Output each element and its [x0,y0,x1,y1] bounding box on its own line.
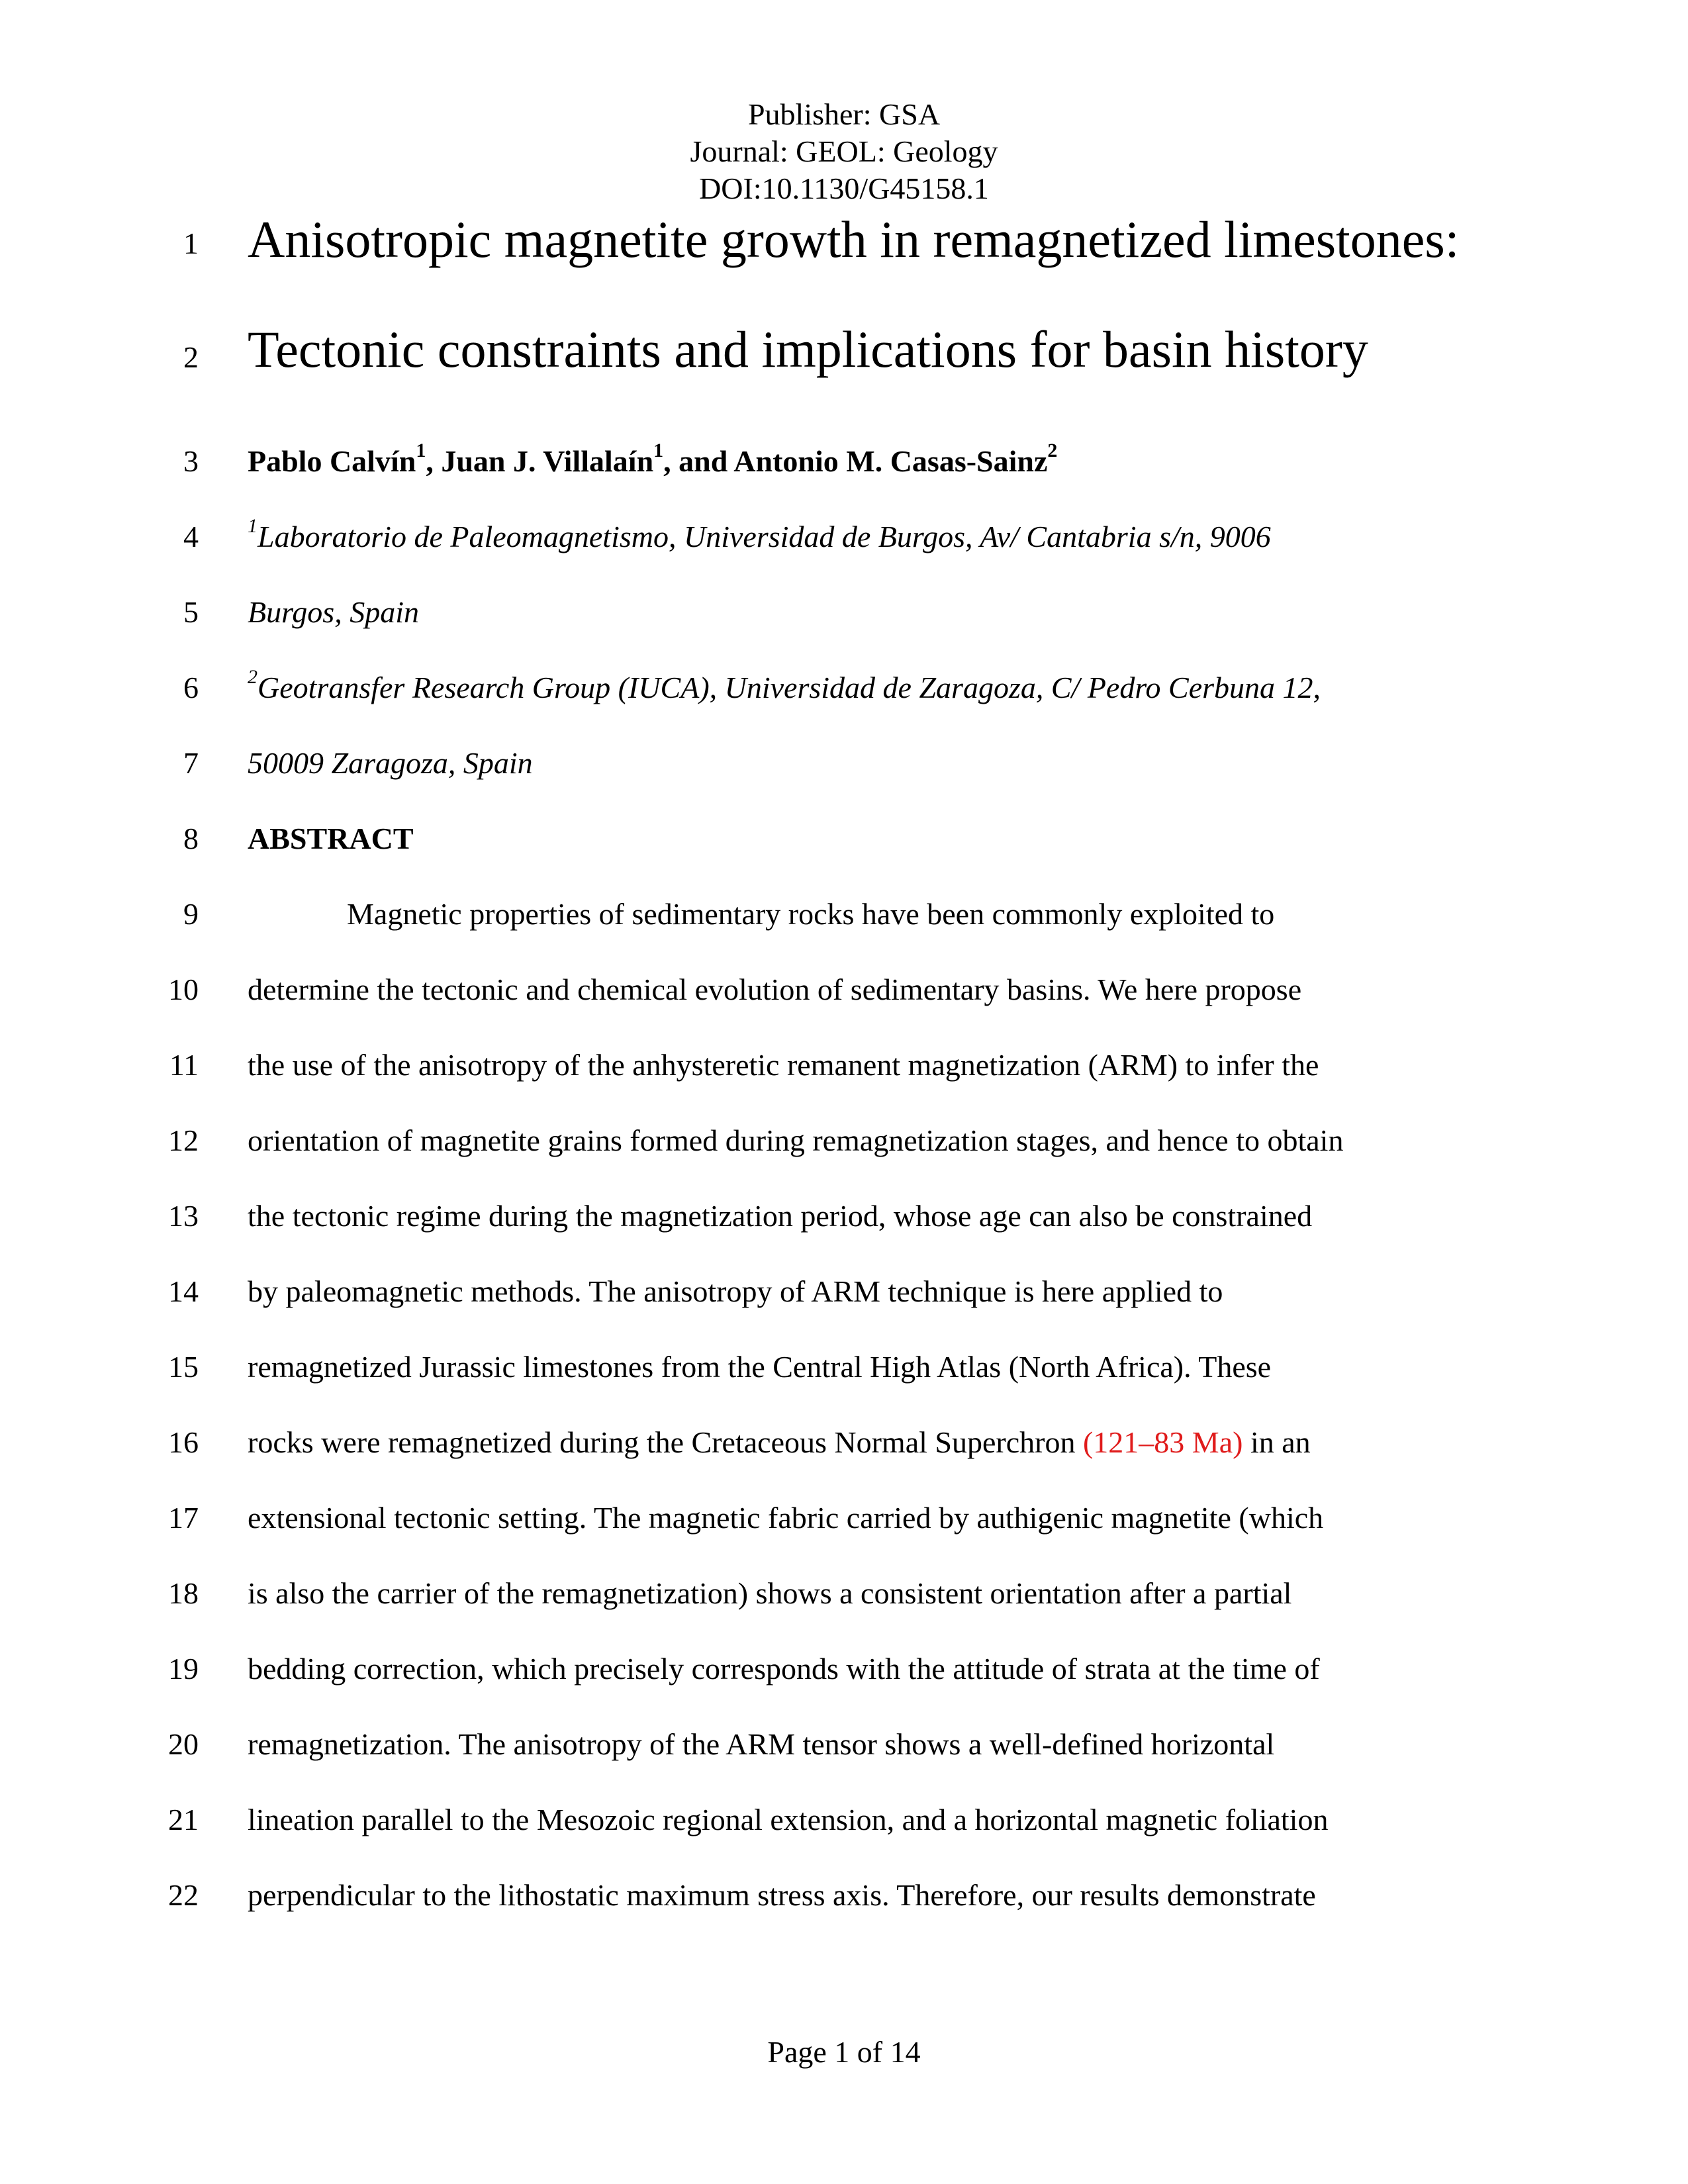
line-number: 7 [183,746,199,780]
running-header [0,96,1688,207]
line-number: 19 [168,1652,199,1685]
manuscript-line [0,435,1688,488]
publisher-line: Publisher: GSA [747,97,941,131]
abstract-text: remagnetized Jurassic limestones from the Central High Atlas (North Africa). These [248,1350,1272,1384]
line-number: 9 [183,897,199,931]
abstract-text: is also the carrier of the remagnetization) shows a consistent orientation after a partial [248,1576,1292,1610]
manuscript-line [0,812,1688,865]
line-number: 2 [183,340,199,374]
affiliation-text: 50009 Zaragoza, Spain [248,746,533,780]
manuscript-line [0,1567,1688,1620]
abstract-text [248,1416,1648,1469]
manuscript-line [0,510,1688,563]
line-number: 18 [168,1576,199,1610]
abstract-text: bedding correction, which precisely corresponds with the attitude of strata at the time of [248,1652,1320,1685]
manuscript-line [0,963,1688,1016]
line-number: 12 [168,1123,199,1157]
manuscript-line [0,1114,1688,1167]
manuscript-line [0,586,1688,639]
affiliation-2 [248,661,1648,714]
manuscript-line [0,1265,1688,1318]
affiliation-text: Laboratorio de Paleomagnetismo, Universidad de Burgos, Av/ Cantabria s/n, 9006 [258,520,1271,553]
abstract-text: determine the tectonic and chemical evolution of sedimentary basins. We here propose [248,973,1302,1006]
line-number: 5 [183,595,199,629]
manuscript-line [0,320,1688,384]
affiliation-text: Burgos, Spain [248,595,419,629]
abstract-heading: ABSTRACT [248,822,414,855]
journal-line: Journal: GEOL: Geology [690,134,998,168]
line-number: 10 [168,973,199,1006]
abstract-text: Magnetic properties of sedimentary rocks have been commonly exploited to [347,897,1275,931]
abstract-text: the tectonic regime during the magnetization period, whose age can also be constrained [248,1199,1313,1233]
abstract-text: perpendicular to the lithostatic maximum stress axis. Therefore, our results demonstrate [248,1878,1316,1912]
line-number: 22 [168,1878,199,1912]
line-number: 1 [183,226,199,260]
line-number: 11 [169,1048,199,1082]
abstract-text: lineation parallel to the Mesozoic regional extension, and a horizontal magnetic foliation [248,1803,1329,1836]
affiliation-marker: 1 [248,515,258,537]
author-name: , Juan J. Villalaín [426,444,654,478]
line-number: 8 [183,822,199,855]
abstract-text: orientation of magnetite grains formed during remagnetization stages, and hence to obtain [248,1123,1344,1157]
line-number: 4 [183,520,199,553]
line-number: 3 [183,444,199,478]
abstract-text-segment: in an [1243,1425,1311,1459]
manuscript-line [0,211,1688,270]
affiliation-marker: 1 [653,440,664,461]
affiliation-marker: 2 [248,666,258,688]
manuscript-line [0,1039,1688,1092]
manuscript-line [0,737,1688,790]
line-number: 14 [168,1274,199,1308]
author-list [248,435,1648,488]
manuscript-line [0,1190,1688,1243]
author-name: Pablo Calvín [248,444,416,478]
affiliation-marker: 1 [416,440,426,461]
manuscript-line [0,1492,1688,1544]
manuscript-line [0,1642,1688,1695]
line-number: 15 [168,1350,199,1384]
title-line-2: Tectonic constraints and implications for basin history [248,320,1368,378]
abstract-text: extensional tectonic setting. The magnetic fabric carried by authigenic magnetite (which [248,1501,1324,1535]
abstract-text: remagnetization. The anisotropy of the ARM tensor shows a well-defined horizontal [248,1727,1275,1761]
line-number: 21 [168,1803,199,1836]
affiliation-marker: 2 [1047,440,1058,461]
abstract-text: the use of the anisotropy of the anhysteretic remanent magnetization (ARM) to infer the [248,1048,1319,1082]
manuscript-line [0,888,1688,941]
affiliation-text: Geotransfer Research Group (IUCA), Universidad de Zaragoza, C/ Pedro Cerbuna 12, [258,671,1321,704]
line-number: 13 [168,1199,199,1233]
abstract-text: by paleomagnetic methods. The anisotropy of ARM technique is here applied to [248,1274,1223,1308]
page-footer: Page 1 of 14 [767,2035,921,2069]
line-number: 20 [168,1727,199,1761]
line-number: 17 [168,1501,199,1535]
manuscript-line [0,1341,1688,1394]
author-name: , and Antonio M. Casas-Sainz [663,444,1048,478]
line-number: 16 [168,1425,199,1459]
manuscript-line [0,1416,1688,1469]
manuscript-line [0,661,1688,714]
title-line-1: Anisotropic magnetite growth in remagnetized limestones: [248,211,1460,268]
line-number: 6 [183,671,199,704]
manuscript-line [0,1869,1688,1922]
manuscript-line [0,1718,1688,1771]
doi-line: DOI:10.1130/G45158.1 [699,171,989,205]
affiliation-1 [248,510,1648,563]
manuscript-line [0,1793,1688,1846]
highlighted-age-range: (121–83 Ma) [1082,1425,1243,1459]
abstract-text-segment: rocks were remagnetized during the Cretaceous Normal Superchron [248,1425,1083,1459]
